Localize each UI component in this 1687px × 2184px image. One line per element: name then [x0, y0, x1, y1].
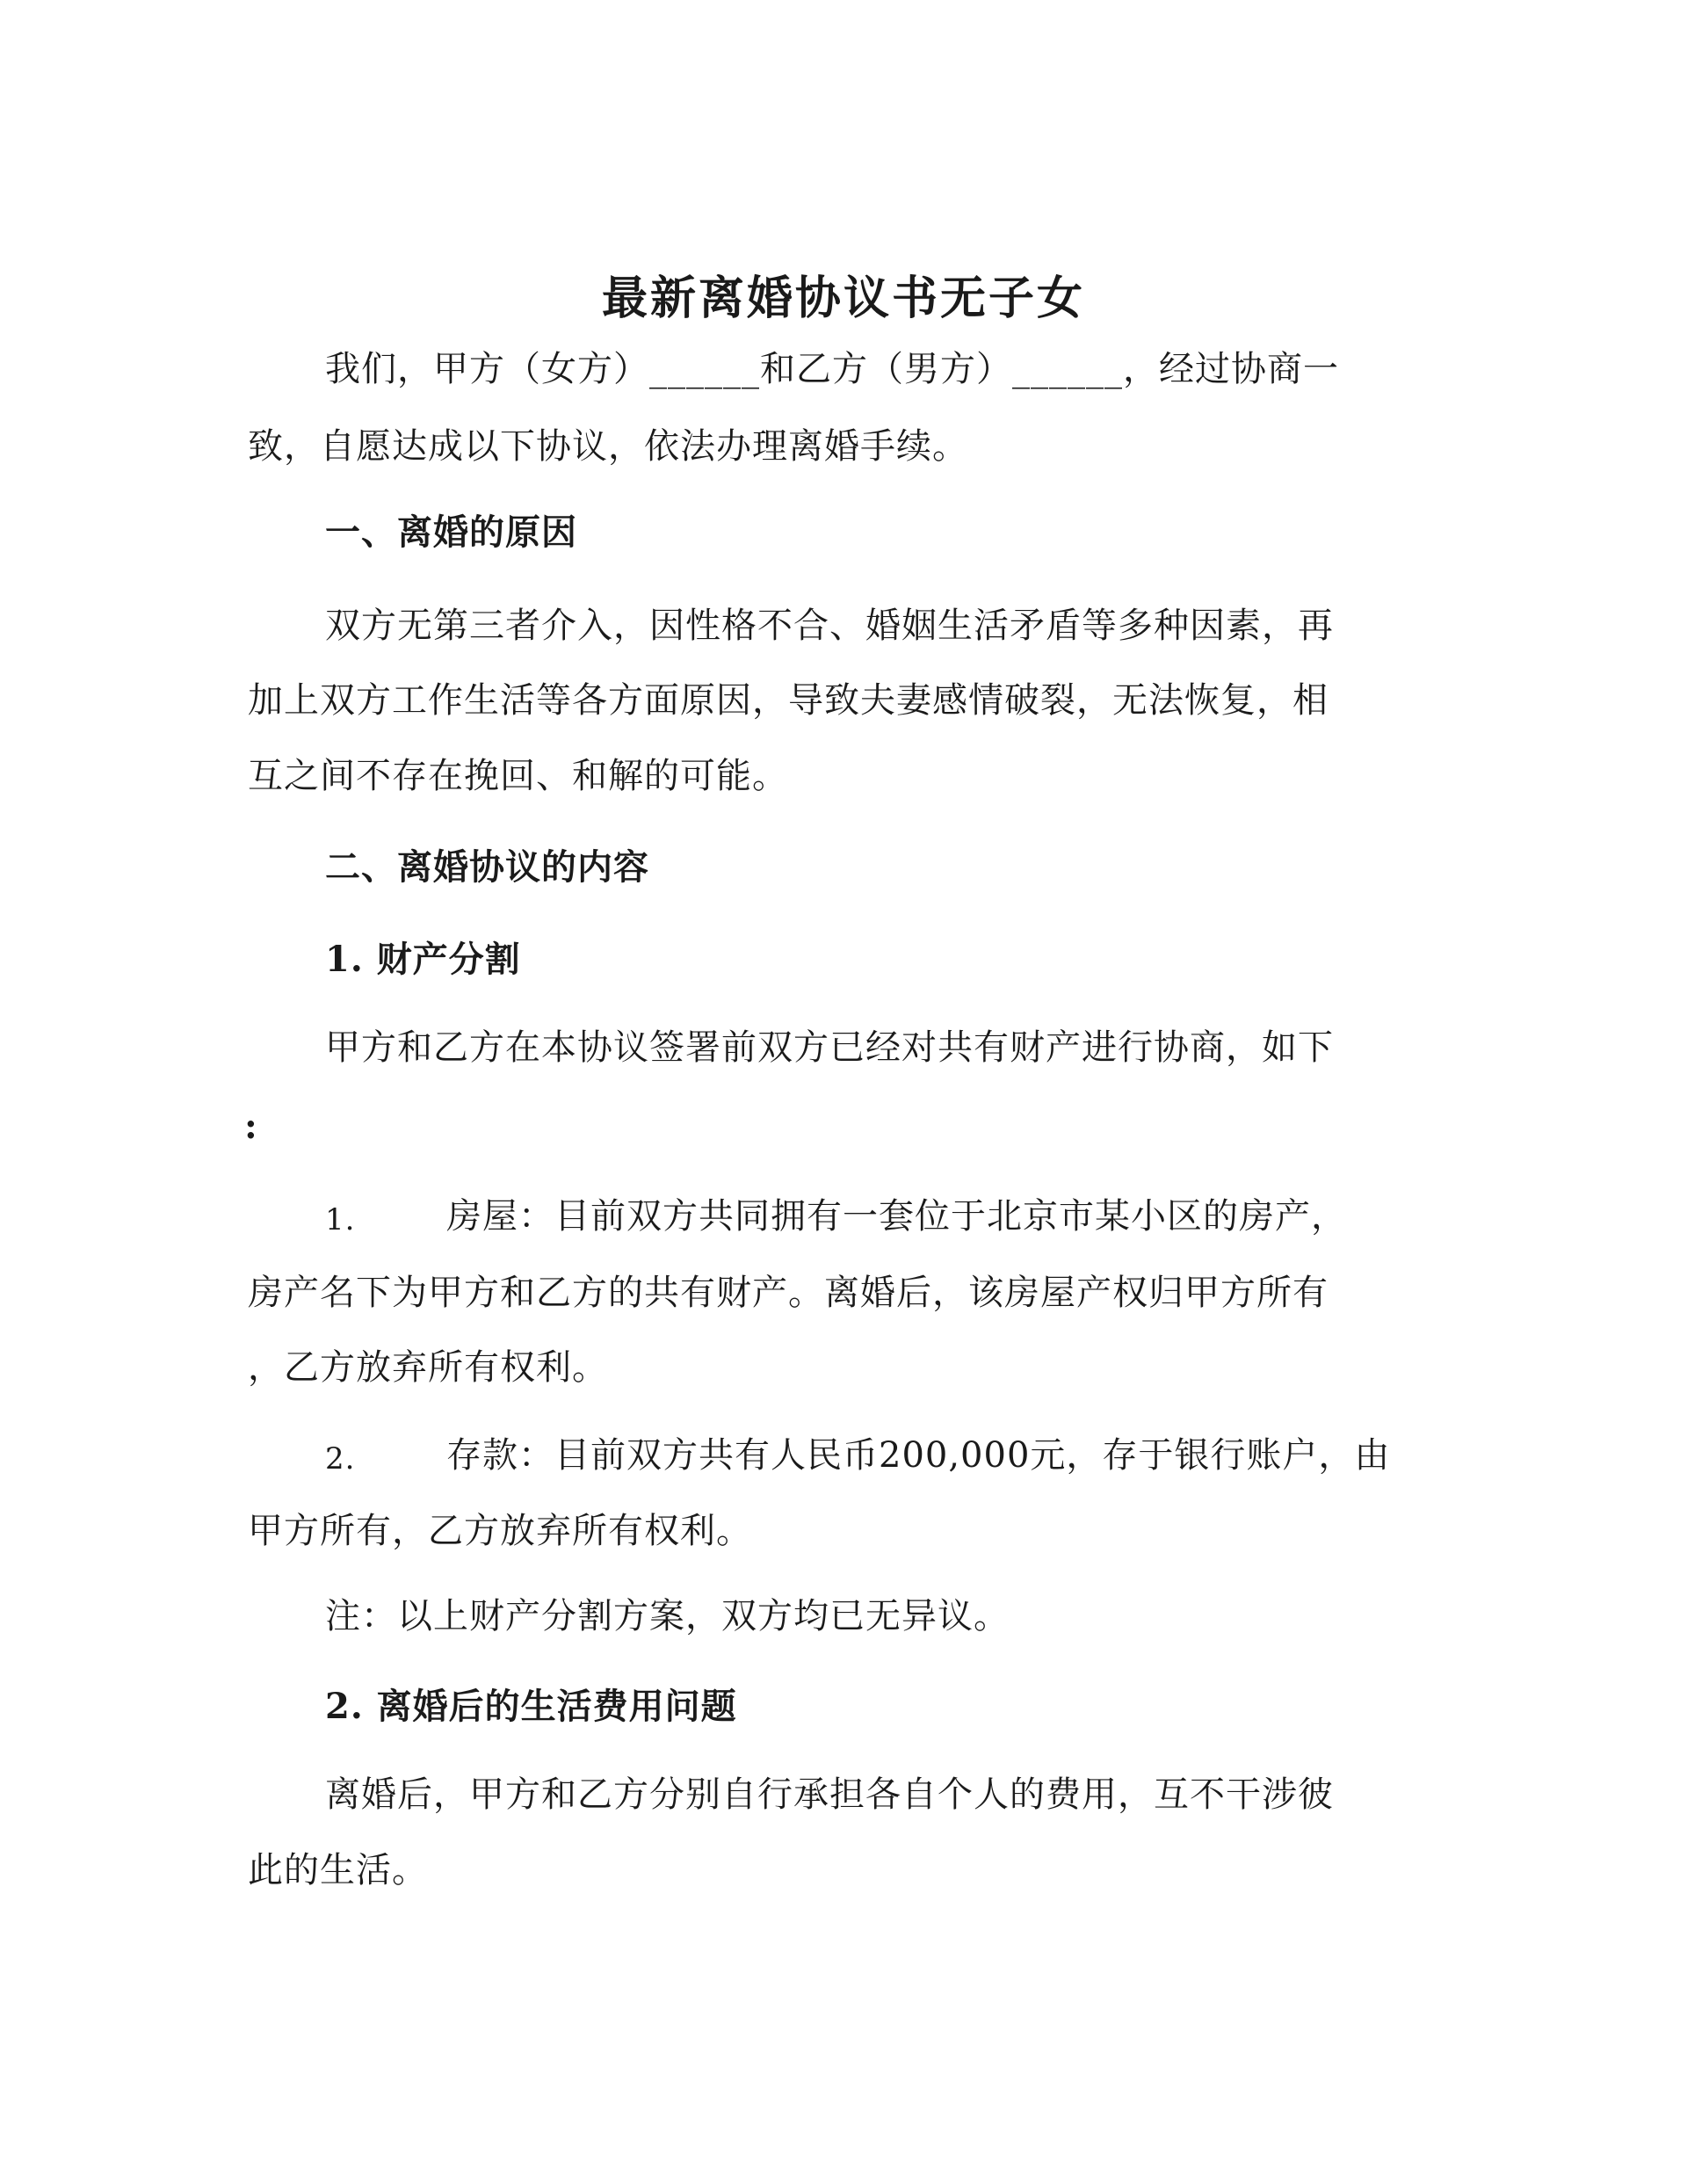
item2-line-2: 甲方所有，乙方放弃所有权利。 — [248, 1511, 752, 1551]
intro-line-2: 致，自愿达成以下协议，依法办理离婚手续。 — [248, 426, 968, 467]
property-note: 注：以上财产分割方案，双方均已无异议。 — [325, 1596, 1010, 1636]
intro-line-1: 我们，甲方（女方）______和乙方（男方）______，经过协商一 — [325, 349, 1339, 389]
subsection1-intro-line-2: : — [244, 1106, 258, 1147]
subsection1-intro-line-1: 甲方和乙方在本协议签署前双方已经对共有财产进行协商，如下 — [325, 1027, 1334, 1068]
item1-line-3: ，乙方放弃所有权利。 — [248, 1347, 608, 1388]
section1-line-3: 互之间不存在挽回、和解的可能。 — [248, 756, 788, 796]
item1-line-1: 房屋：目前双方共同拥有一套位于北京市某小区的房产， — [446, 1196, 1347, 1237]
subsection2-line-1: 离婚后，甲方和乙方分别自行承担各自个人的费用，互不干涉彼 — [325, 1774, 1334, 1815]
item2-number: 2. — [325, 1441, 356, 1477]
section1-heading: 一、离婚的原因 — [325, 512, 577, 553]
section1-line-2: 加上双方工作生活等各方面原因，导致夫妻感情破裂，无法恢复，相 — [248, 680, 1329, 721]
item2-line-1: 存款：目前双方共有人民币200,000元，存于银行账户，由 — [446, 1435, 1391, 1476]
document-title: 最新离婚协议书无子女 — [601, 272, 1085, 325]
subsection2-line-2: 此的生活。 — [248, 1850, 428, 1890]
subsection2-heading: 2. 离婚后的生活费用问题 — [325, 1686, 737, 1727]
section2-heading: 二、离婚协议的内容 — [325, 846, 649, 888]
item1-number: 1. — [325, 1202, 356, 1237]
item1-line-2: 房产名下为甲方和乙方的共有财产。离婚后，该房屋产权归甲方所有 — [248, 1273, 1329, 1313]
subsection1-heading: 1. 财产分割 — [325, 939, 521, 980]
section1-line-1: 双方无第三者介入，因性格不合、婚姻生活矛盾等多种因素，再 — [325, 606, 1334, 646]
